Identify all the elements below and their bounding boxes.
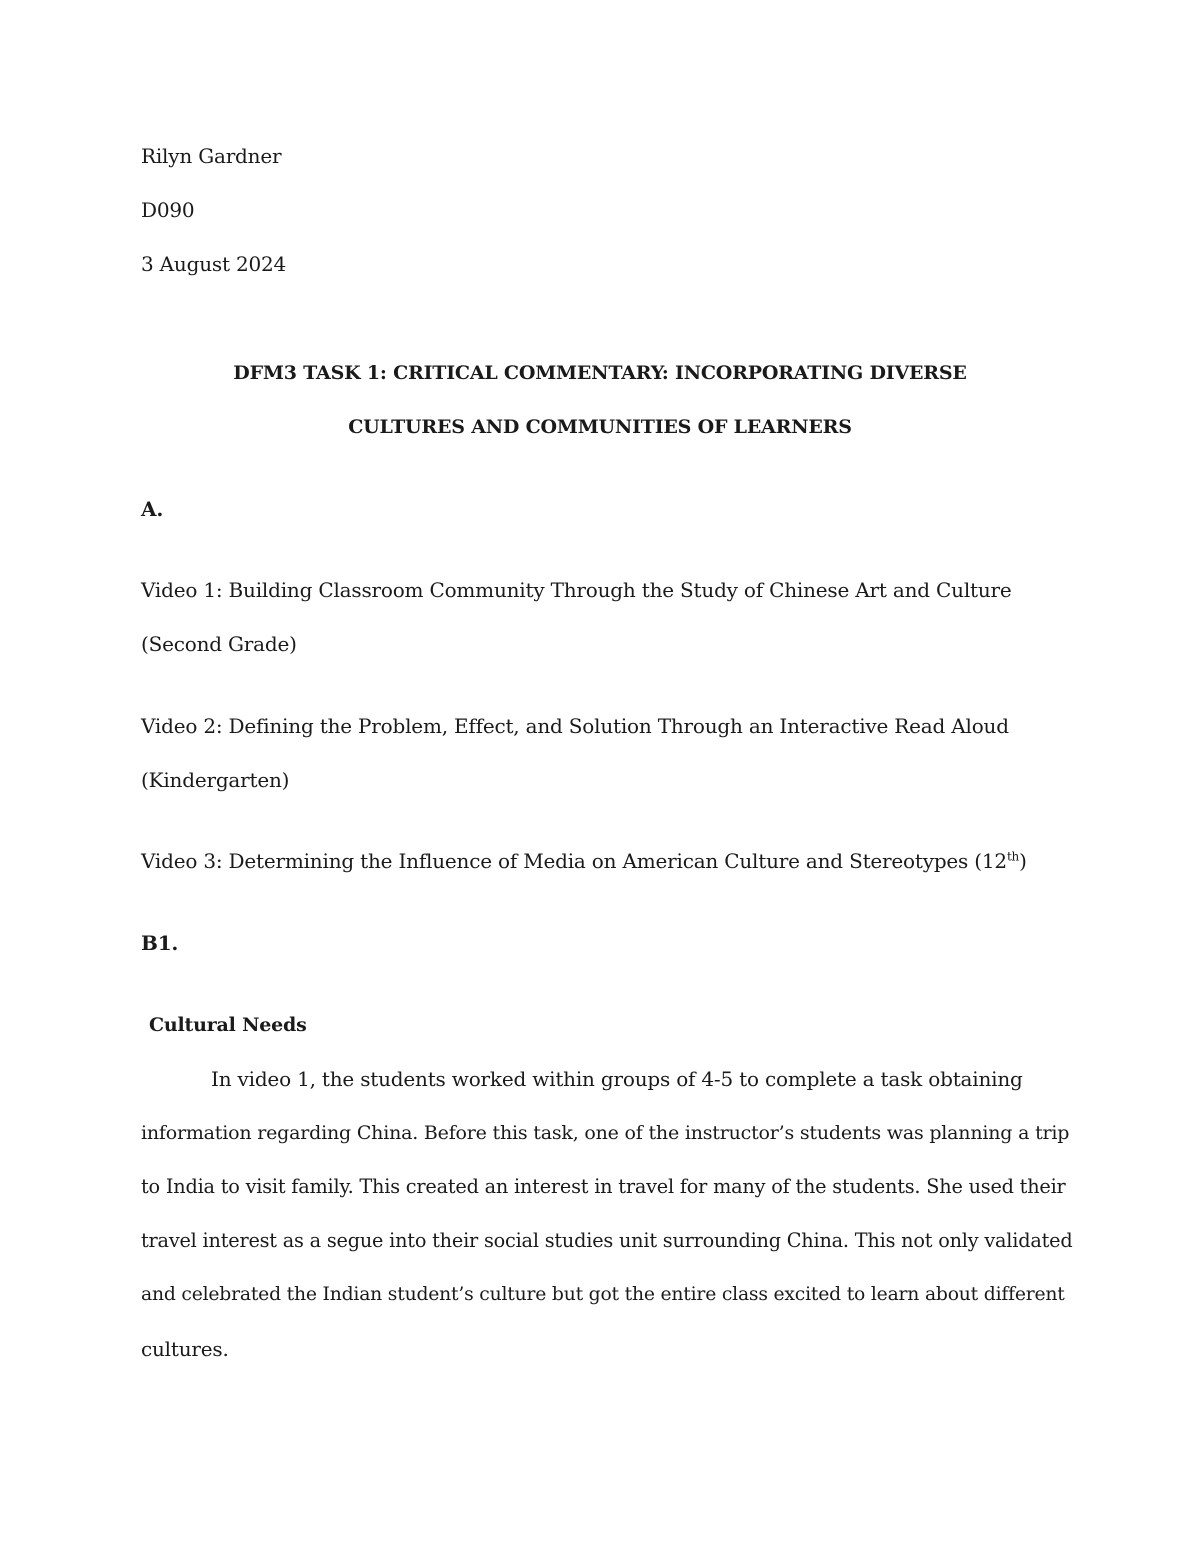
- paragraph-line: travel interest as a segue into their social studies unit surrounding China. This not only validated: [141, 1229, 1073, 1252]
- video-3-title: [141, 848, 1027, 874]
- paragraph-line: cultures.: [141, 1337, 229, 1361]
- paragraph-line: information regarding China. Before this task, one of the instructor’s students was planning a trip: [141, 1122, 1070, 1144]
- video-3-text: Video 3: Determining the Influence of Media on American Culture and Stereotypes (12: [141, 849, 1007, 873]
- video-1-title: Video 1: Building Classroom Community Through the Study of Chinese Art and Culture: [141, 578, 1012, 602]
- video-3-superscript: th: [1006, 849, 1020, 864]
- video-2-grade: (Kindergarten): [141, 768, 290, 792]
- paragraph-line: to India to visit family. This created an interest in travel for many of the students. She used their: [141, 1175, 1066, 1198]
- document-title-line-2: CULTURES AND COMMUNITIES OF LEARNERS: [348, 416, 852, 438]
- author-name: Rilyn Gardner: [141, 144, 282, 168]
- video-2-title: Video 2: Defining the Problem, Effect, and Solution Through an Interactive Read Aloud: [141, 714, 1009, 738]
- paragraph-line: In video 1, the students worked within groups of 4-5 to complete a task obtaining: [211, 1067, 1023, 1091]
- section-a-heading: A.: [141, 497, 164, 521]
- video-1-grade: (Second Grade): [141, 632, 297, 656]
- paragraph-line: and celebrated the Indian student’s culture but got the entire class excited to learn about different: [141, 1284, 1065, 1305]
- document-date: 3 August 2024: [141, 252, 287, 276]
- cultural-needs-subheading: Cultural Needs: [149, 1014, 307, 1036]
- course-code: D090: [141, 198, 195, 222]
- video-3-close: ): [1019, 849, 1027, 873]
- section-b1-heading: B1.: [141, 931, 179, 955]
- document-title-line-1: DFM3 TASK 1: CRITICAL COMMENTARY: INCORPORATING DIVERSE: [233, 362, 967, 384]
